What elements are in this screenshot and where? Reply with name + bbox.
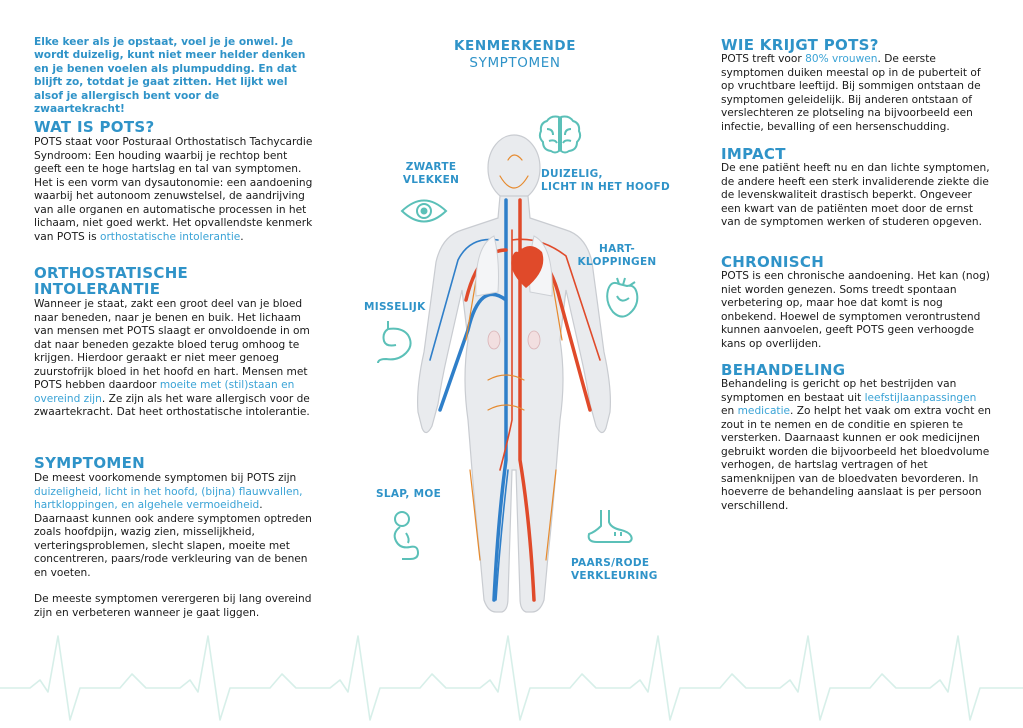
eye-icon	[400, 196, 448, 226]
label-hartkloppingen: HART- KLOPPINGEN	[577, 243, 657, 268]
section-body: POTS is een chronische aandoening. Het kan (nog) niet worden genezen. Soms treedt spontaan verbetering op, maar hoe dat komt is nog onbekend. Hoewel de symptomen verontrustend kunnen aanvoelen, geeft POTS geen verhoogde kans op overlijden.	[721, 270, 990, 350]
label-misselijk: MISSELIJK	[364, 301, 426, 313]
foot-icon	[585, 508, 635, 548]
center-title-light: SYMPTOMEN	[469, 55, 561, 71]
link-moeite-met-staan[interactable]: moeite met (stil)staan en overeind zijn	[34, 379, 295, 405]
section-body: Wanneer je staat, zakt een groot deel van je bloed naar beneden, naar je benen en buik. Het lichaam van mensen met POTS slaagt er onvoldoende in om dat naar beneden gezakte bloed terug omhoog te krijgen. Hierdoor geraakt er niet meer genoeg zuurstofrijk bloed in het hoofd en hart. Mensen met POTS hebben daardoor moeite met (stil)staan en overeind zijn. Ze zijn als het ware allergisch voor de zwaartekracht. Dat heet orthostatische intolerantie.	[34, 298, 310, 418]
label-zwarte-vlekken: ZWARTE VLEKKEN	[402, 161, 460, 186]
section-title: IMPACT	[721, 145, 786, 163]
section-body: De meest voorkomende symptomen bij POTS zijn duizeligheid, licht in het hoofd, (bijna) flauwvallen, hartkloppingen, en algehele vermoeidheid. Daarnaast kunnen ook andere symptomen optreden zoals hoofdpijn, wazig zien, misselijkheid, verteringsproblemen, slecht slapen, moeite met concentreren, paars/rode verkleuring van de benen en voeten.	[34, 472, 312, 579]
section-title: BEHANDELING	[721, 361, 846, 379]
section-body: POTS staat voor Posturaal Orthostatisch Tachycardie Syndroom: Een houding waarbij je rechtop bent geeft een te hoge hartslag en tal van symptomen. Het is een vorm van dysautonomie: een aandoening waarbij het autonoom zenuwstelsel, de aandrijving van alle organen en automatische processen in het lichaam, niet goed werkt. Het opvallendste kenmerk van POTS is orthostatische intolerantie.	[34, 136, 313, 243]
section-title: WIE KRIJGT POTS?	[721, 36, 879, 54]
link-symptomen-lijst[interactable]: duizeligheid, licht in het hoofd, (bijna) flauwvallen, hartkloppingen, en algehele vermoeidheid	[34, 485, 303, 511]
section-behandeling	[721, 362, 991, 513]
section-body: POTS treft voor 80% vrouwen. De eerste symptomen duiken meestal op in de puberteit of op vruchtbare leeftijd. Bij sommigen ontstaan de symptomen geleidelijk. Bij anderen ontstaan of verslechteren ze plotseling na bijvoorbeeld een infectie, bevalling of een hersenschudding.	[721, 53, 981, 133]
label-paars-rode-verkleuring: PAARS/RODE VERKLEURING	[571, 557, 658, 582]
link-orthostatische-intolerantie[interactable]: orthostatische intolerantie	[99, 230, 241, 243]
label-slap-moe: SLAP, MOE	[376, 488, 442, 500]
section-chronisch	[721, 254, 991, 351]
center-title-bold: KENMERKENDE	[453, 38, 577, 54]
stomach-icon	[372, 319, 416, 365]
section-wie-krijgt-pots	[721, 37, 991, 134]
brain-icon	[537, 113, 583, 155]
link-leefstijlaanpassingen[interactable]: leefstijlaanpassingen	[864, 391, 977, 404]
link-80-procent-vrouwen[interactable]: 80% vrouwen	[805, 53, 878, 65]
section-body: Behandeling is gericht op het bestrijden van symptomen en bestaat uit leefstijlaanpassingen en medicatie. Zo helpt het vaak om extra vocht en zout in te nemen en de conditie en spieren te versterken. Daarnaast kunnen er ook medicijnen gebruikt worden die bijvoorbeeld het bloedvolume verhogen, de hartslag vertragen of het samenknijpen van de bloedvaten bevorderen. In hoeverre de behandeling aanslaat is per persoon verschillend.	[721, 378, 991, 512]
heart-icon	[603, 276, 641, 320]
sleeping-person-icon	[388, 509, 422, 561]
link-medicatie[interactable]: medicatie	[737, 405, 791, 417]
section-title: ORTHOSTATISCHE INTOLERANTIE	[34, 264, 189, 298]
section-title: WAT IS POTS?	[34, 118, 155, 136]
section-body: De ene patiënt heeft nu en dan lichte symptomen, de andere heeft een sterk invaliderende ziekte die de levenskwaliteit drastisch beperkt. Ongeveer een kwart van de patiënten moet door de ernst van de symptomen werken of studeren opgeven.	[721, 162, 990, 228]
section-body-2: De meeste symptomen verergeren bij lang overeind zijn en verbeteren wanneer je gaat liggen.	[34, 593, 312, 619]
heartbeat-line-decoration	[0, 628, 1023, 728]
section-impact	[721, 146, 991, 230]
section-title: CHRONISCH	[721, 253, 825, 271]
intro-text: Elke keer als je opstaat, voel je je onwel. Je wordt duizelig, kunt niet meer helder denken en je benen voelen als plumpudding. En dat blijft zo, totdat je gaat zitten. Het lijkt wel alsof je allergisch bent voor de zwaartekracht!	[34, 36, 306, 116]
section-title: SYMPTOMEN	[34, 454, 145, 472]
label-duizelig: DUIZELIG, LICHT IN HET HOOFD	[541, 168, 670, 193]
